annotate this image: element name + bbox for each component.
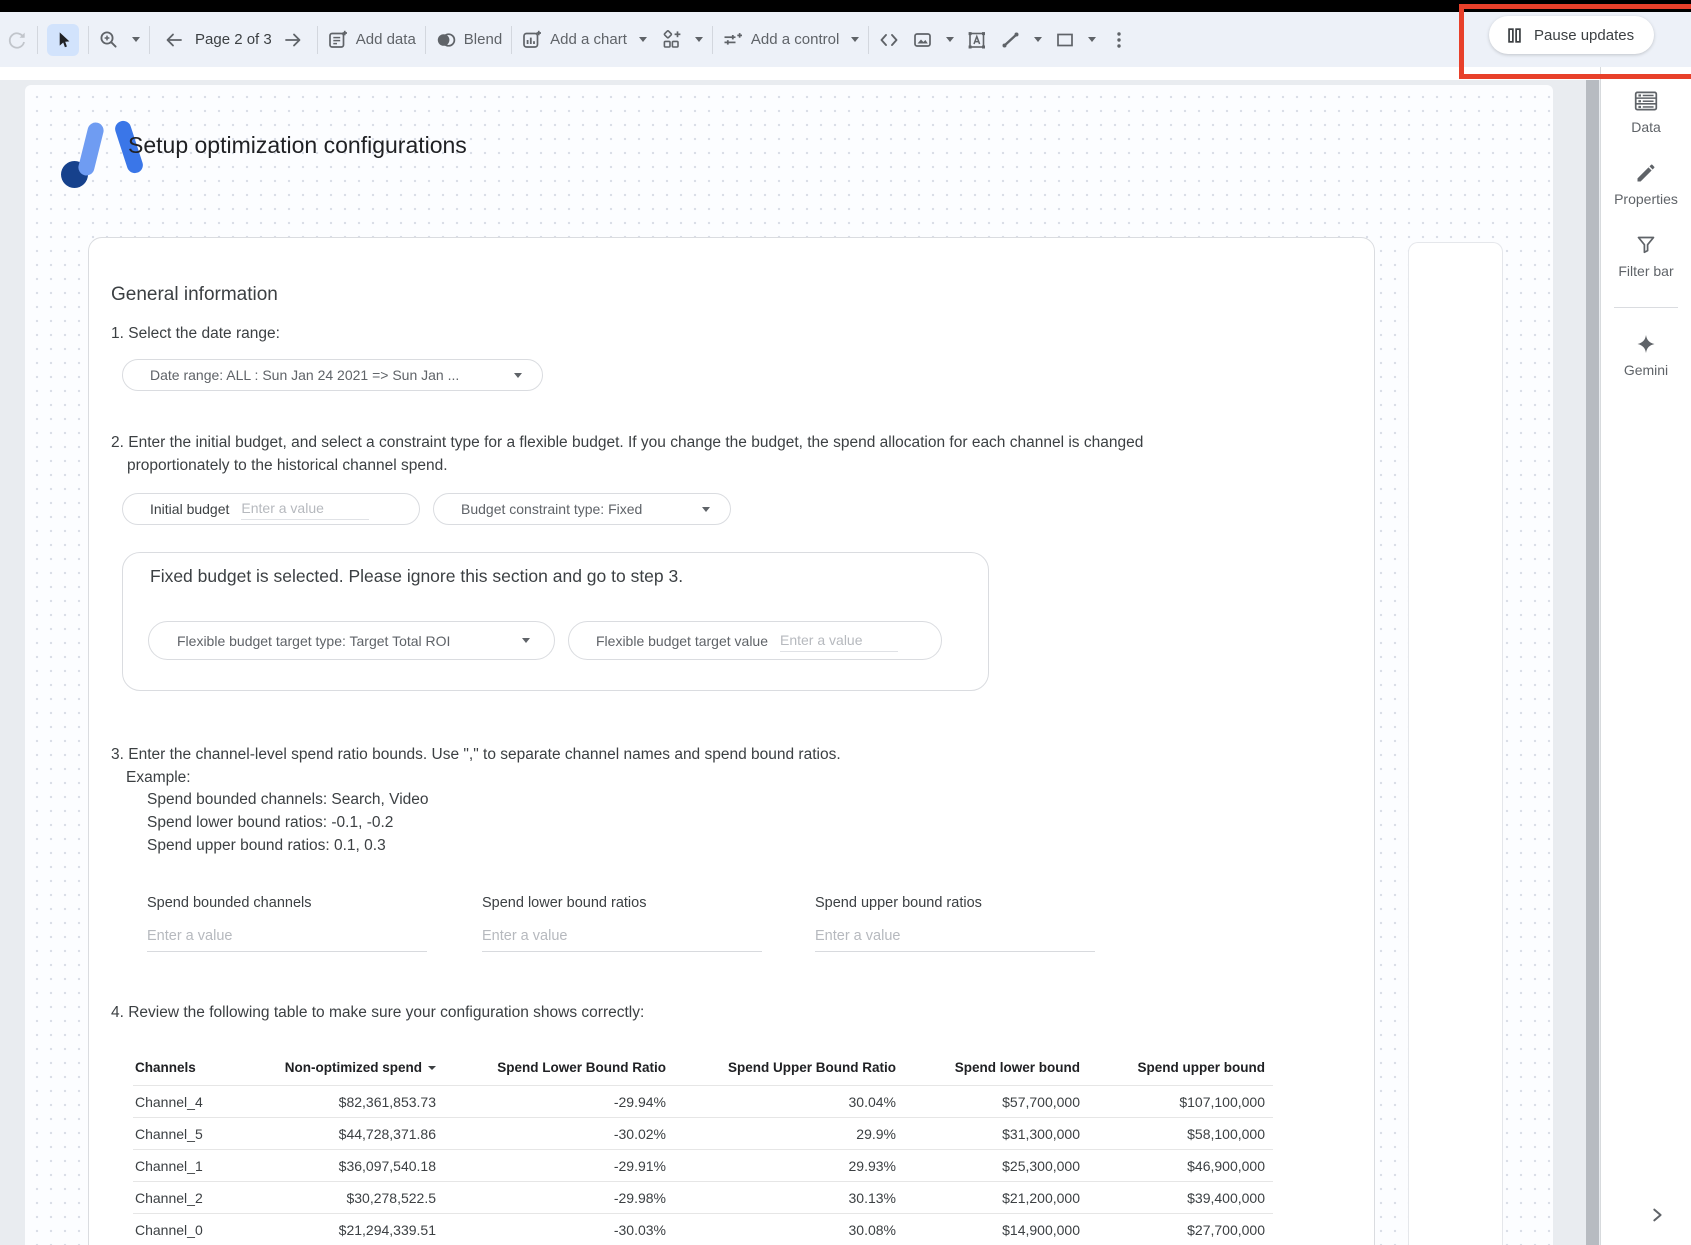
flexible-target-value-control[interactable] (568, 621, 942, 660)
line-tool-button[interactable] (1000, 29, 1042, 51)
chevron-down-icon (522, 638, 530, 643)
flexible-target-type-value: Flexible budget target type: Target Total ROI (177, 632, 451, 649)
toolbar-divider (149, 26, 150, 54)
column-header[interactable]: Spend lower bound (954, 1059, 1080, 1075)
panel-divider (1614, 307, 1678, 308)
flexible-target-value-label: Flexible budget target value (596, 632, 768, 649)
chevron-down-icon (1088, 37, 1096, 42)
table-cell: $39,400,000 (1187, 1189, 1265, 1206)
field-label: Spend upper bound ratios (815, 895, 982, 911)
table-cell: -29.94% (613, 1093, 666, 1110)
column-header[interactable]: Channels (135, 1059, 196, 1075)
section-heading: General information (111, 284, 278, 305)
table-cell: Channel_5 (135, 1125, 203, 1142)
next-page-button[interactable] (282, 29, 304, 51)
panel-item-label: Filter bar (1618, 263, 1674, 279)
initial-budget-control[interactable] (122, 493, 420, 525)
configuration-table (133, 1054, 1273, 1245)
column-header[interactable]: Spend Lower Bound Ratio (497, 1059, 666, 1075)
panel-item-data[interactable] (1631, 89, 1661, 135)
window-top-bar (0, 0, 1691, 12)
table-cell: $82,361,853.73 (338, 1093, 436, 1110)
flexible-target-value-input[interactable] (780, 630, 898, 652)
community-visualizations-button[interactable] (661, 29, 703, 51)
spend-upper-bound-ratios-field (815, 895, 1099, 952)
more-options-button[interactable] (1108, 29, 1130, 51)
pause-icon (1505, 26, 1524, 45)
table-row (133, 1149, 1273, 1181)
table-row (133, 1117, 1273, 1149)
toolbar-divider (868, 26, 869, 54)
spend-upper-bound-ratios-input[interactable] (815, 926, 1095, 952)
toolbar-divider (317, 26, 318, 54)
add-data-label: Add data (355, 31, 416, 48)
cursor-icon (54, 30, 73, 49)
toolbar-divider (511, 26, 512, 54)
table-cell: -30.03% (613, 1221, 666, 1238)
example-label: Example: (126, 768, 191, 786)
embed-code-button[interactable] (878, 29, 900, 51)
flexible-budget-section (122, 552, 989, 691)
panel-item-label: Data (1631, 119, 1661, 135)
zoom-icon (98, 29, 120, 51)
spend-lower-bound-ratios-field (482, 895, 766, 952)
previous-page-button[interactable] (163, 29, 185, 51)
column-header[interactable]: Spend upper bound (1137, 1059, 1265, 1075)
table-header-row (133, 1054, 1273, 1080)
initial-budget-label: Initial budget (150, 501, 230, 517)
canvas (0, 80, 1600, 1245)
add-control-button[interactable] (722, 29, 859, 51)
panel-item-label: Properties (1614, 191, 1678, 207)
table-cell: 30.13% (848, 1189, 896, 1206)
initial-budget-input[interactable] (241, 498, 369, 520)
table-cell: Channel_2 (135, 1189, 203, 1206)
pause-updates-button[interactable] (1489, 16, 1654, 54)
spend-lower-bound-ratios-input[interactable] (482, 926, 762, 952)
configuration-card (88, 237, 1375, 1245)
toolbar-divider (425, 26, 426, 54)
table-cell: 29.93% (848, 1157, 896, 1174)
page-title: Setup optimization configurations (128, 132, 467, 158)
field-label: Spend bounded channels (147, 895, 312, 911)
chevron-down-icon (695, 37, 703, 42)
table-row (133, 1213, 1273, 1245)
community-viz-icon (661, 29, 683, 51)
pause-updates-label: Pause updates (1534, 26, 1635, 44)
line-icon (1000, 29, 1022, 51)
image-icon (912, 29, 934, 51)
text-box-button[interactable] (966, 29, 988, 51)
chevron-down-icon (851, 37, 859, 42)
budget-constraint-control[interactable] (433, 493, 731, 525)
blend-button[interactable] (435, 29, 502, 51)
table-cell: Channel_1 (135, 1157, 203, 1174)
table-cell: 30.08% (848, 1221, 896, 1238)
example-line: Spend lower bound ratios: -0.1, -0.2 (147, 814, 394, 832)
table-cell: $107,100,000 (1179, 1093, 1265, 1110)
select-tool-button[interactable] (47, 24, 79, 56)
add-data-icon (327, 29, 349, 51)
table-cell: -29.91% (613, 1157, 666, 1174)
table-cell: $25,300,000 (1002, 1157, 1080, 1174)
date-range-value: Date range: ALL : Sun Jan 24 2021 => Sun Jan ... (150, 367, 460, 383)
table-cell: $44,728,371.86 (338, 1125, 436, 1142)
chevron-down-icon (514, 373, 522, 378)
table-cell: $21,200,000 (1002, 1189, 1080, 1206)
panel-item-gemini[interactable] (1624, 332, 1668, 378)
table-cell: $36,097,540.18 (338, 1157, 436, 1174)
column-header-sorted[interactable]: Non-optimized spend (273, 1060, 438, 1075)
sort-desc-icon (428, 1066, 436, 1070)
chevron-down-icon (946, 37, 954, 42)
page-navigation-label[interactable]: Page 2 of 3 (195, 31, 272, 48)
table-cell: $27,700,000 (1187, 1221, 1265, 1238)
table-cell: $58,100,000 (1187, 1125, 1265, 1142)
chevron-down-icon (639, 37, 647, 42)
data-icon (1633, 89, 1659, 113)
table-cell: $21,294,339.51 (338, 1221, 436, 1238)
table-cell: Channel_4 (135, 1093, 203, 1110)
right-panel (1600, 67, 1691, 1245)
table-cell: $57,700,000 (1002, 1093, 1080, 1110)
flexible-target-type-control[interactable] (148, 621, 555, 660)
step1-label: 1. Select the date range: (111, 325, 280, 342)
config-table-body (133, 1085, 1273, 1245)
gemini-sparkle-icon (1634, 332, 1658, 356)
toolbar (0, 12, 1691, 67)
table-cell: Channel_0 (135, 1221, 203, 1238)
add-control-label: Add a control (750, 31, 840, 48)
blend-icon (435, 29, 457, 51)
add-data-button[interactable] (327, 29, 416, 51)
redo-icon[interactable] (6, 29, 28, 51)
vertical-scrollbar[interactable] (1586, 71, 1599, 1245)
panel-item-filter-bar[interactable] (1618, 233, 1673, 279)
date-range-control[interactable] (122, 359, 543, 391)
budget-constraint-value: Budget constraint type: Fixed (461, 501, 643, 517)
toolbar-divider (37, 26, 38, 54)
filter-icon (1634, 233, 1658, 257)
zoom-tool-button[interactable] (98, 29, 140, 51)
add-control-icon (722, 29, 744, 51)
spend-bounded-channels-field (147, 895, 431, 952)
table-cell: $46,900,000 (1187, 1157, 1265, 1174)
pencil-icon (1634, 161, 1658, 185)
collapse-panel-chevron[interactable] (1648, 1206, 1666, 1229)
field-label: Spend lower bound ratios (482, 895, 647, 911)
add-image-button[interactable] (912, 29, 954, 51)
column-header[interactable]: Spend Upper Bound Ratio (728, 1059, 896, 1075)
add-chart-icon (521, 29, 543, 51)
chevron-down-icon (132, 37, 140, 42)
chevron-down-icon (1034, 37, 1042, 42)
table-cell: $31,300,000 (1002, 1125, 1080, 1142)
example-line: Spend bounded channels: Search, Video (147, 791, 429, 809)
toolbar-divider (88, 26, 89, 54)
toolbar-divider (712, 26, 713, 54)
panel-item-label: Gemini (1623, 362, 1669, 378)
secondary-card (1408, 242, 1503, 1245)
step4-text: 4. Review the following table to make sure your configuration shows correctly: (111, 1004, 645, 1021)
table-cell: $14,900,000 (1002, 1221, 1080, 1238)
panel-item-properties[interactable] (1614, 161, 1678, 207)
add-chart-label: Add a chart (550, 31, 627, 48)
toolbar-underlay (0, 67, 1691, 80)
table-row (133, 1181, 1273, 1213)
table-row (133, 1085, 1273, 1117)
blend-label: Blend (463, 31, 503, 48)
fixed-budget-note: Fixed budget is selected. Please ignore this section and go to step 3. (150, 566, 684, 586)
table-cell: -30.02% (613, 1125, 666, 1142)
table-cell: 30.04% (848, 1093, 896, 1110)
example-line: Spend upper bound ratios: 0.1, 0.3 (147, 836, 386, 854)
report-page (25, 85, 1553, 1245)
step2-text: 2. Enter the initial budget, and select a constraint type for a flexible budget. If you change the budget, the spend allocation for each channel is changed proportionately to the historical channel spend. (111, 434, 1144, 474)
chevron-down-icon (702, 507, 710, 512)
table-cell: $30,278,522.5 (346, 1189, 436, 1206)
step3-text: 3. Enter the channel-level spend ratio bounds. Use "," to separate channel names and spend bound ratios. (111, 746, 841, 763)
rectangle-icon (1054, 29, 1076, 51)
table-cell: 29.9% (856, 1125, 896, 1142)
add-chart-button[interactable] (521, 29, 647, 51)
shape-tool-button[interactable] (1054, 29, 1096, 51)
step3-block (111, 744, 841, 858)
table-cell: -29.98% (613, 1189, 666, 1206)
spend-bounded-channels-input[interactable] (147, 926, 427, 952)
logo-bar-light (77, 121, 106, 177)
